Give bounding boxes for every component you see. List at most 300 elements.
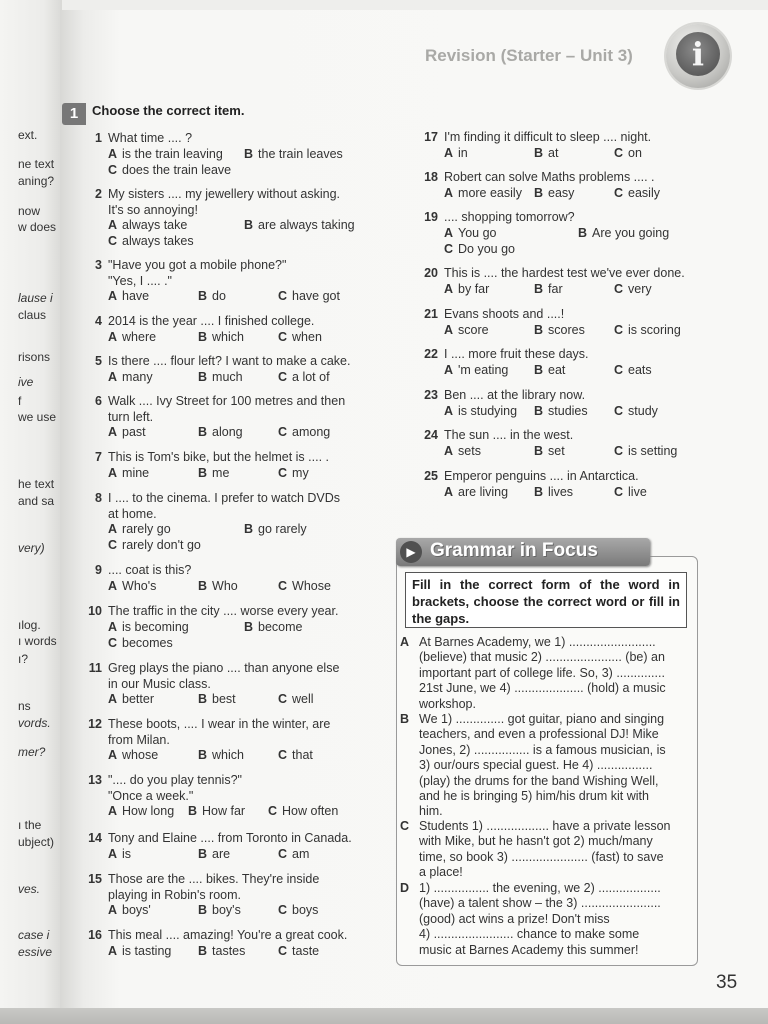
question-item — [424, 210, 704, 258]
option-letter: C — [614, 484, 624, 499]
option-letter: C — [108, 162, 118, 177]
answer-option-b[interactable] — [198, 748, 244, 764]
option-text: live — [628, 484, 647, 499]
question-stem: This meal .... amazing! You're a great cook. — [108, 928, 348, 942]
option-letter: A — [444, 281, 454, 296]
paragraph-line: music at Barnes Academy this summer! — [419, 942, 639, 957]
option-letter: B — [188, 804, 198, 818]
option-letter: C — [278, 465, 288, 480]
margin-text-fragment: ı? — [18, 652, 29, 666]
option-letter: B — [198, 846, 208, 861]
paragraph-line: workshop. — [419, 696, 476, 711]
option-text: more easily — [458, 185, 522, 200]
option-letter: C — [444, 241, 454, 256]
answer-option-b[interactable] — [534, 323, 585, 339]
option-text: Are you going — [592, 225, 670, 240]
answer-option-b[interactable] — [198, 330, 244, 346]
option-text: rarely don't go — [122, 538, 201, 552]
option-text: always takes — [122, 234, 194, 248]
margin-text-fragment: f — [18, 394, 22, 408]
answer-option-b[interactable] — [198, 903, 241, 919]
question-stem: I .... to the cinema. I prefer to watch DVDs at home. — [108, 491, 341, 521]
answer-option-a[interactable] — [108, 692, 154, 708]
answer-option-a[interactable] — [444, 226, 497, 242]
option-letter: A — [444, 362, 454, 377]
margin-text-fragment: lause i — [18, 291, 53, 305]
answer-option-c[interactable] — [108, 234, 194, 250]
question-stem: Ben .... at the library now. — [444, 388, 586, 402]
margin-text-fragment: essive — [18, 945, 53, 959]
answer-options-row — [444, 363, 704, 379]
grammar-in-focus-title: Grammar in Focus — [430, 540, 598, 561]
option-letter: A — [108, 619, 118, 634]
option-text: are always taking — [258, 218, 355, 232]
option-text: is setting — [628, 443, 678, 458]
option-letter: B — [198, 748, 208, 762]
option-text: Do you go — [458, 241, 516, 256]
answer-option-a[interactable] — [108, 579, 156, 595]
option-letter: B — [534, 362, 544, 377]
question-item — [424, 266, 704, 298]
answer-option-a[interactable] — [444, 485, 508, 501]
option-text: boys — [292, 903, 319, 917]
question-item — [88, 928, 366, 960]
paragraph-line: a place! — [419, 865, 463, 880]
answer-option-a[interactable] — [444, 444, 481, 460]
answer-options-row — [108, 804, 366, 820]
answer-option-c[interactable] — [278, 466, 309, 482]
answer-option-a[interactable] — [108, 147, 223, 163]
answer-option-c[interactable] — [108, 636, 173, 652]
answer-option-c[interactable] — [278, 425, 330, 441]
option-text: on — [628, 145, 642, 160]
answer-option-a[interactable] — [444, 186, 522, 202]
option-text: tastes — [212, 943, 246, 958]
paragraph-line: (good) act wins a prize! Don't miss — [419, 911, 610, 926]
answer-option-b[interactable] — [534, 282, 563, 298]
option-letter: A — [108, 289, 118, 303]
answer-option-c[interactable] — [108, 163, 231, 179]
option-text: mine — [122, 465, 150, 480]
paragraph-line: We 1) .............. got guitar, piano and singing — [419, 712, 665, 726]
answer-option-b[interactable] — [198, 847, 230, 863]
question-stem: These boots, .... I wear in the winter, are from Milan. — [108, 717, 331, 747]
answer-options-row — [108, 620, 366, 636]
option-letter: C — [108, 635, 118, 650]
option-text: become — [258, 619, 303, 634]
option-letter: B — [198, 903, 208, 917]
question-stem: What time .... ? — [108, 131, 193, 145]
margin-text-fragment: ı the — [18, 818, 42, 832]
margin-text-fragment: mer? — [18, 745, 46, 759]
paragraph-line: with Mike, but he hasn't got 2) much/many — [419, 834, 653, 849]
option-letter: A — [108, 146, 118, 161]
answer-option-b[interactable] — [534, 404, 588, 420]
option-letter: B — [198, 578, 208, 593]
option-text: whose — [122, 748, 159, 762]
answer-option-c[interactable] — [278, 579, 331, 595]
option-letter: B — [534, 484, 544, 499]
question-item — [88, 717, 366, 764]
option-letter: C — [614, 281, 624, 296]
answer-option-c[interactable] — [278, 748, 313, 764]
answer-options-row — [444, 485, 704, 501]
question-item — [424, 469, 704, 501]
option-text: always take — [122, 218, 188, 232]
margin-text-fragment: ne text — [18, 157, 55, 171]
question-item — [88, 773, 366, 820]
question-number: 5 — [95, 354, 102, 368]
option-letter: C — [278, 846, 288, 861]
answer-option-b[interactable] — [534, 363, 565, 379]
answer-option-c[interactable] — [614, 485, 647, 501]
answer-option-c[interactable] — [614, 282, 652, 298]
question-item — [88, 604, 366, 652]
option-letter: A — [108, 846, 118, 861]
answer-option-b[interactable] — [188, 804, 245, 820]
margin-text-fragment: he text — [18, 477, 55, 491]
option-text: Who — [212, 578, 238, 593]
option-text: many — [122, 369, 153, 384]
answer-options-row — [108, 636, 366, 652]
gap-fill-paragraph — [400, 819, 689, 881]
option-text: scores — [548, 322, 585, 337]
option-text: is studying — [458, 403, 518, 418]
option-letter: A — [444, 484, 454, 499]
answer-option-a[interactable] — [444, 323, 489, 339]
paragraph-line: important part of college life. So, 3) .............. — [419, 665, 665, 680]
option-text: by far — [458, 281, 490, 296]
option-text: far — [548, 281, 563, 296]
answer-options-row — [108, 748, 366, 764]
option-letter: A — [108, 329, 118, 344]
answer-option-a[interactable] — [108, 620, 189, 636]
option-text: is scoring — [628, 322, 681, 337]
option-text: 'm eating — [458, 362, 509, 377]
question-number: 17 — [424, 130, 438, 144]
paragraph-line: and he is bringing 5) him/his drum kit with — [419, 788, 649, 803]
margin-text-fragment: ılog. — [18, 618, 41, 632]
page-bottom-shadow — [0, 1008, 768, 1024]
margin-text-fragment: case i — [18, 928, 50, 942]
paragraph-line: (believe) that music 2) ...................... (be) an — [419, 650, 665, 665]
question-item — [95, 258, 366, 305]
answer-option-a[interactable] — [108, 944, 171, 960]
option-letter: B — [198, 465, 208, 480]
option-text: score — [458, 322, 489, 337]
option-letter: C — [614, 362, 624, 377]
option-letter: A — [108, 943, 118, 958]
option-letter: C — [108, 234, 118, 248]
question-stem: My sisters .... my jewellery without asking. It's so annoying! — [108, 187, 341, 217]
answer-options-row — [108, 163, 366, 179]
answer-option-b[interactable] — [534, 186, 574, 202]
question-item — [88, 872, 366, 919]
option-text: set — [548, 443, 565, 458]
option-letter: A — [444, 185, 454, 200]
option-letter: A — [108, 465, 118, 480]
option-text: is tasting — [122, 943, 172, 958]
option-letter: C — [278, 289, 288, 303]
question-number: 11 — [88, 661, 102, 675]
answer-option-a[interactable] — [108, 330, 156, 346]
answer-option-c[interactable] — [278, 692, 314, 708]
option-text: eats — [628, 362, 652, 377]
option-text: much — [212, 369, 243, 384]
paragraph-letter: C — [400, 819, 410, 833]
gap-fill-paragraph — [400, 881, 689, 958]
answer-option-c[interactable] — [614, 186, 660, 202]
answer-option-b[interactable] — [198, 425, 243, 441]
paragraph-letter: A — [400, 635, 410, 649]
margin-text-fragment: ı words — [18, 634, 57, 648]
option-letter: B — [534, 281, 544, 296]
answer-option-c[interactable] — [614, 323, 681, 339]
option-text: How often — [282, 804, 339, 818]
answer-option-b[interactable] — [534, 444, 565, 460]
answer-option-b[interactable] — [198, 692, 236, 708]
option-letter: C — [278, 369, 288, 384]
answer-option-b[interactable] — [198, 579, 238, 595]
option-text: is the train leaving — [122, 146, 223, 161]
answer-option-c[interactable] — [278, 944, 319, 960]
question-number: 9 — [95, 563, 102, 577]
option-text: which — [212, 329, 244, 344]
question-number: 7 — [95, 450, 102, 464]
option-text: have — [122, 289, 150, 303]
paragraph-line: teachers, and even a professional DJ! Mike — [419, 727, 659, 742]
option-letter: A — [444, 403, 454, 418]
question-stem: Robert can solve Maths problems .... . — [444, 170, 655, 184]
option-letter: A — [108, 578, 118, 593]
question-number: 20 — [424, 266, 438, 280]
option-letter: B — [198, 692, 208, 706]
answer-option-c[interactable] — [278, 330, 322, 346]
answer-option-a[interactable] — [108, 466, 149, 482]
question-stem: "Have you got a mobile phone?" "Yes, I .... ." — [108, 258, 287, 288]
answer-option-b[interactable] — [244, 147, 343, 163]
question-number: 24 — [424, 428, 438, 442]
margin-text-fragment: very) — [18, 541, 45, 555]
grammar-in-focus-banner — [396, 538, 650, 566]
answer-option-b[interactable] — [244, 620, 303, 636]
question-number: 14 — [88, 831, 102, 845]
answer-options-row — [108, 944, 366, 960]
answer-option-a[interactable] — [444, 282, 489, 298]
option-letter: A — [444, 225, 454, 240]
question-item — [424, 130, 704, 162]
question-item — [424, 388, 704, 420]
option-letter: C — [614, 322, 624, 337]
question-number: 15 — [88, 872, 102, 886]
answer-options-row — [444, 404, 704, 420]
question-number: 6 — [95, 394, 102, 408]
grammar-in-focus-instruction: Fill in the correct form of the word in brackets, choose the correct word or fill in the gaps. — [405, 572, 687, 628]
option-text: is becoming — [122, 619, 189, 634]
option-letter: B — [244, 619, 254, 634]
answer-option-a[interactable] — [108, 289, 149, 305]
page-title: Revision (Starter – Unit 3) — [425, 46, 633, 65]
margin-text-fragment: ns — [18, 699, 31, 713]
option-text: does the train leave — [122, 162, 232, 177]
gap-fill-paragraph — [400, 635, 689, 712]
question-item — [95, 394, 366, 441]
answer-option-b[interactable] — [578, 226, 669, 242]
answer-option-a[interactable] — [444, 404, 517, 420]
option-text: among — [292, 425, 331, 439]
paragraph-line: At Barnes Academy, we 1) ......................... — [419, 635, 656, 649]
option-letter: B — [244, 218, 254, 232]
answer-option-c[interactable] — [614, 404, 658, 420]
question-stem: Tony and Elaine .... from Toronto in Canada. — [108, 831, 352, 845]
option-letter: A — [108, 369, 118, 384]
option-text: Who's — [122, 578, 157, 593]
question-stem: Is there .... flour left? I want to make a cake. — [108, 354, 351, 368]
answer-option-b[interactable] — [244, 522, 307, 538]
answer-options-row — [444, 186, 704, 202]
answer-option-a[interactable] — [444, 363, 508, 379]
option-letter: C — [278, 329, 288, 344]
question-stem: .... coat is this? — [108, 563, 192, 577]
answer-option-c[interactable] — [278, 289, 340, 305]
answer-option-c[interactable] — [614, 444, 677, 460]
answer-option-c[interactable] — [278, 903, 318, 919]
paragraph-line: 1) ................ the evening, we 2) .................. — [419, 881, 661, 895]
question-number: 2 — [95, 187, 102, 201]
option-text: taste — [292, 943, 320, 958]
answer-option-a[interactable] — [108, 370, 153, 386]
question-item — [88, 831, 366, 863]
option-letter: B — [244, 522, 254, 536]
paragraph-line: (play) the drums for the band Wishing Well, — [419, 773, 659, 788]
answer-option-a[interactable] — [444, 146, 468, 162]
exercise-number: 1 — [62, 103, 86, 125]
option-letter: B — [198, 425, 208, 439]
question-number: 3 — [95, 258, 102, 272]
question-number: 13 — [88, 773, 102, 787]
answer-option-a[interactable] — [108, 425, 146, 441]
margin-text-fragment: ext. — [18, 128, 38, 142]
question-number: 22 — [424, 347, 438, 361]
answer-options-row — [108, 147, 366, 163]
answer-options-row — [444, 444, 704, 460]
answer-options-row — [444, 146, 704, 162]
option-text: How long — [122, 804, 175, 818]
answer-option-b[interactable] — [534, 485, 573, 501]
answer-option-c[interactable] — [108, 538, 201, 554]
option-text: You go — [458, 225, 497, 240]
answer-option-b[interactable] — [534, 146, 558, 162]
answer-option-c[interactable] — [278, 370, 330, 386]
option-letter: B — [198, 289, 208, 303]
answer-option-a[interactable] — [108, 804, 174, 820]
option-text: studies — [548, 403, 588, 418]
option-text: the train leaves — [258, 146, 343, 161]
answer-option-b[interactable] — [198, 466, 229, 482]
question-stem: Those are the .... bikes. They're inside playing in Robin's room. — [108, 872, 320, 902]
margin-text-fragment: ubject) — [18, 835, 55, 849]
paragraph-line: time, so book 3) ...................... (fast) to save — [419, 849, 664, 864]
answer-options-row — [108, 522, 366, 538]
answer-option-c[interactable] — [614, 146, 642, 162]
answer-option-a[interactable] — [108, 903, 151, 919]
option-text: a lot of — [292, 369, 330, 384]
option-text: Whose — [292, 578, 331, 593]
answer-option-a[interactable] — [108, 522, 171, 538]
paragraph-letter: D — [400, 881, 410, 895]
question-stem: This is .... the hardest test we've ever done. — [444, 266, 685, 280]
answer-option-b[interactable] — [198, 370, 243, 386]
question-number: 1 — [95, 131, 102, 145]
paragraph-letter: B — [400, 712, 410, 726]
answer-option-a[interactable] — [108, 218, 187, 234]
answer-options-row — [444, 242, 704, 258]
answer-options-row — [444, 226, 704, 242]
paragraph-line: him. — [419, 804, 443, 819]
option-text: boy's — [212, 903, 241, 917]
option-text: when — [292, 329, 322, 344]
question-item — [95, 354, 366, 386]
option-letter: C — [278, 578, 288, 593]
question-item — [424, 428, 704, 460]
option-text: best — [212, 692, 236, 706]
answer-options-row — [108, 218, 366, 234]
answer-option-c[interactable] — [614, 363, 652, 379]
margin-text-fragment: w does — [18, 220, 57, 234]
question-stem: I .... more fruit these days. — [444, 347, 589, 361]
answer-option-b[interactable] — [198, 944, 245, 960]
answer-option-c[interactable] — [444, 242, 515, 258]
margin-text-fragment: aning? — [18, 174, 55, 188]
option-letter: C — [278, 692, 288, 706]
question-stem: Evans shoots and ....! — [444, 307, 565, 321]
option-letter: B — [244, 146, 254, 161]
margin-text-fragment: we use — [18, 410, 57, 424]
option-letter: C — [614, 185, 624, 200]
gap-fill-paragraph — [400, 712, 689, 820]
option-text: very — [628, 281, 652, 296]
question-number: 16 — [88, 928, 102, 942]
option-letter: A — [444, 322, 454, 337]
answer-option-c[interactable] — [278, 847, 309, 863]
answer-options-row — [108, 425, 366, 441]
answer-options-row — [108, 692, 366, 708]
answer-option-c[interactable] — [268, 804, 338, 820]
question-item — [95, 450, 366, 482]
option-text: is — [122, 846, 132, 861]
answer-options-row — [444, 323, 704, 339]
answer-options-row — [108, 579, 366, 595]
margin-text-fragment: now — [18, 204, 41, 218]
question-stem: Emperor penguins .... in Antarctica. — [444, 469, 639, 483]
answer-option-b[interactable] — [244, 218, 355, 234]
option-letter: C — [278, 903, 288, 917]
answer-option-a[interactable] — [108, 748, 158, 764]
option-text: go rarely — [258, 522, 307, 536]
option-text: have got — [292, 289, 340, 303]
page-number: 35 — [716, 972, 738, 993]
option-text: well — [292, 692, 314, 706]
answer-options-row — [108, 538, 366, 554]
option-text: where — [122, 329, 157, 344]
answer-option-a[interactable] — [108, 847, 131, 863]
question-item — [424, 170, 704, 202]
answer-option-b[interactable] — [198, 289, 226, 305]
question-stem: Walk .... Ivy Street for 100 metres and then turn left. — [108, 394, 346, 424]
question-number: 18 — [424, 170, 438, 184]
question-item — [95, 187, 366, 250]
option-text: better — [122, 692, 154, 706]
